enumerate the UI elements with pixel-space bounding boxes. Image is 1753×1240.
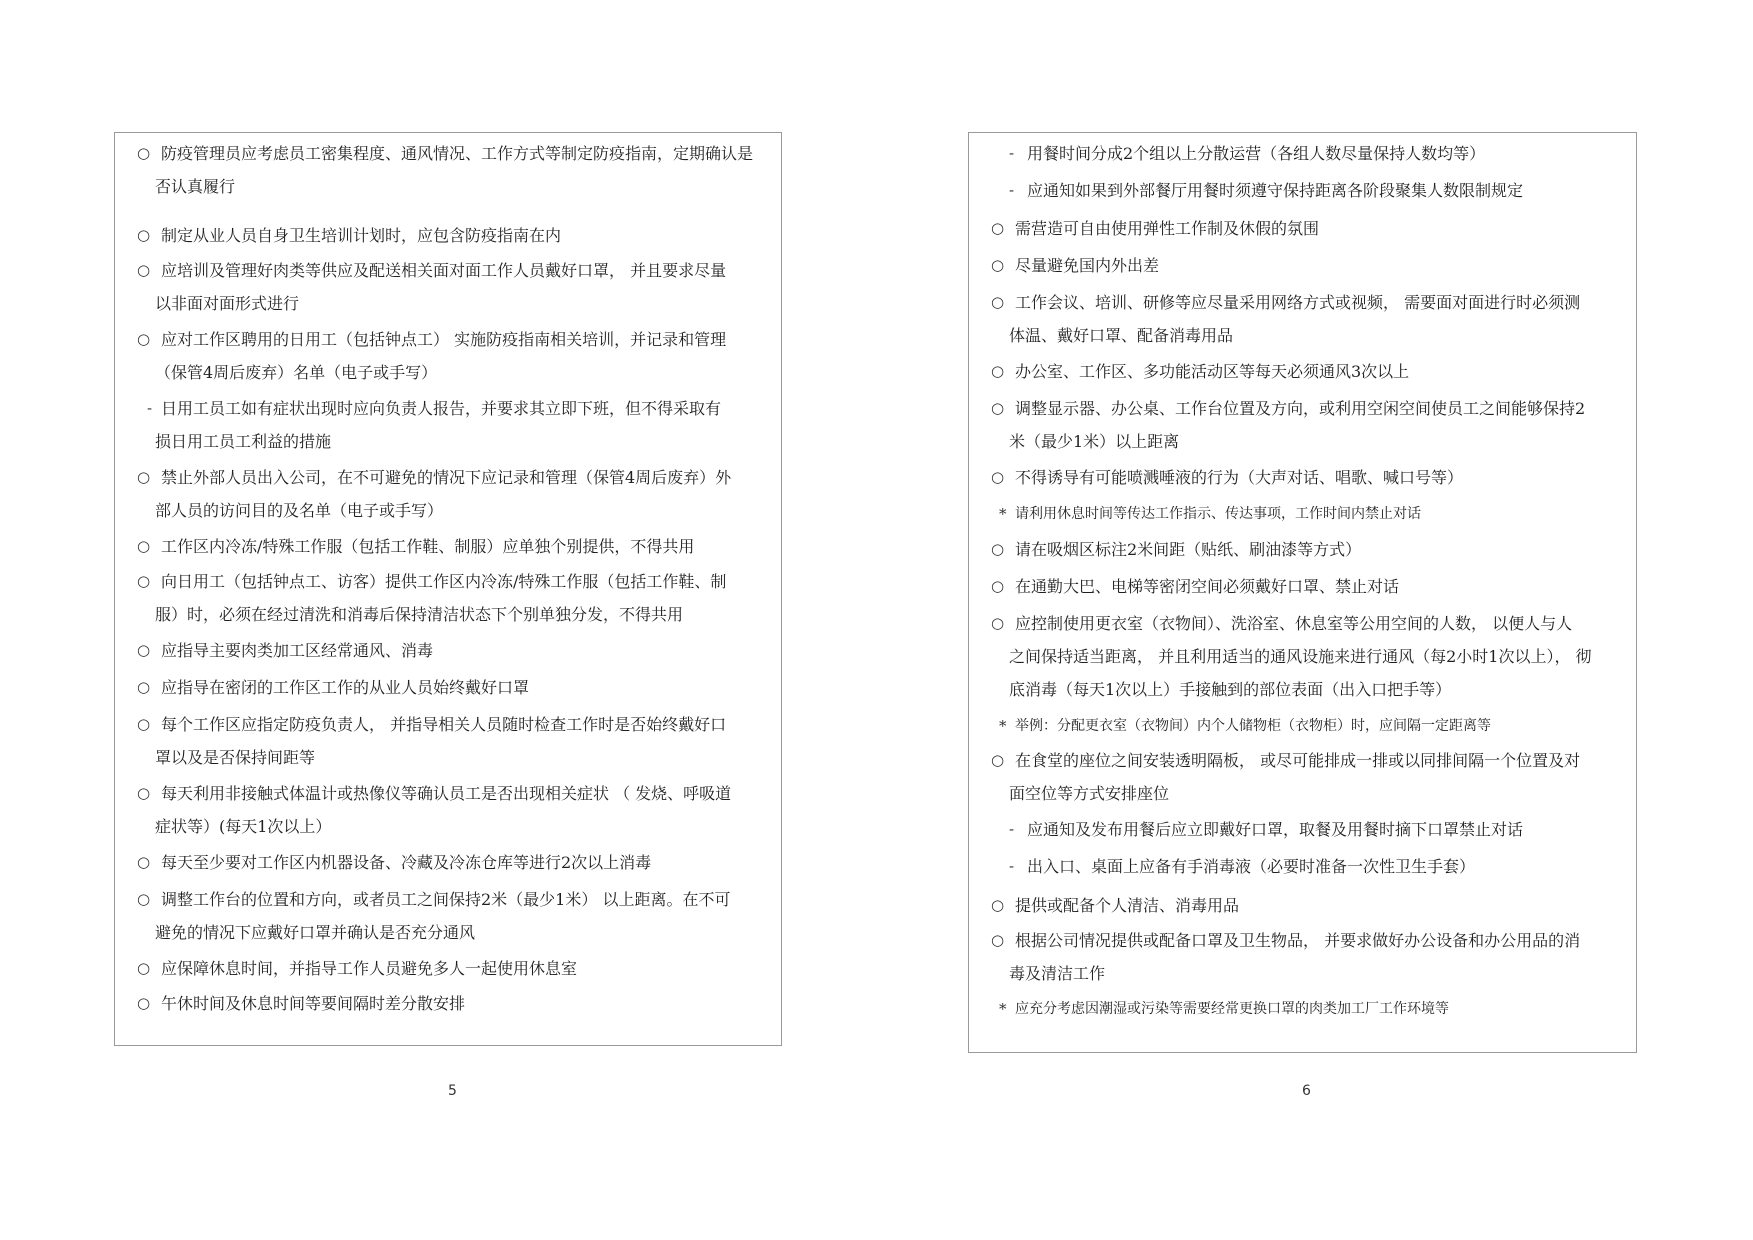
list-item [137,461,732,527]
list-item [137,634,434,667]
page-5-entries [115,133,781,1045]
list-item [1009,137,1486,170]
list-item [137,883,731,949]
circle-bullet-icon: ○ [137,678,151,696]
entry-text-line: 应保障休息时间，并指导工作人员避免多人一起使用休息室 [161,959,578,978]
entry-text-line: 部人员的访问目的及名单（电子或手写） [155,501,444,520]
list-item [1009,850,1476,883]
list-item [991,212,1320,245]
document-page-5 [114,132,782,1046]
circle-bullet-icon: ○ [991,362,1005,380]
document-page-6 [968,132,1637,1053]
list-item [991,286,1581,352]
circle-bullet-icon: ○ [137,959,151,977]
list-item [137,254,727,320]
entry-text-line: 向日用工（包括钟点工、访客）提供工作区内冷冻/特殊工作服（包括工作鞋、制 [161,572,727,591]
circle-bullet-icon: ○ [137,853,151,871]
entry-text-line: 症状等）(每天1次以上） [155,817,332,836]
circle-bullet-icon: ○ [991,293,1005,311]
circle-bullet-icon: ○ [137,641,151,659]
entry-text-line: 以非面对面形式进行 [155,294,300,313]
entry-text-line: 调整显示器、办公桌、工作台位置及方向，或利用空闲空间使员工之间能够保持2 [1015,399,1586,418]
list-item [137,987,466,1020]
dash-bullet-icon: - [147,399,153,417]
circle-bullet-icon: ○ [991,577,1005,595]
entry-text-line: 制定从业人员自身卫生培训计划时，应包含防疫指南在内 [161,226,562,245]
page-number: 6 [1302,1083,1311,1099]
entry-text-line: 每天利用非接触式体温计或热像仪等确认员工是否出现相关症状 （ 发烧、呼吸道 [161,784,732,803]
entry-text-line: 否认真履行 [155,177,236,196]
circle-bullet-icon: ○ [137,890,151,908]
entry-text-line: 应指导在密闭的工作区工作的从业人员始终戴好口罩 [161,678,530,697]
circle-bullet-icon: ○ [991,540,1005,558]
dash-bullet-icon: - [1009,820,1015,838]
list-item [137,137,754,203]
circle-bullet-icon: ○ [991,751,1005,769]
list-item [1009,174,1524,207]
entry-text-line: 应对工作区聘用的日用工（包括钟点工） 实施防疫指南相关培训，并记录和管理 [161,330,727,349]
circle-bullet-icon: ○ [137,468,151,486]
entry-text-line: 应通知及发布用餐后应立即戴好口罩，取餐及用餐时摘下口罩禁止对话 [1027,820,1524,839]
entry-text-line: 应培训及管理好肉类等供应及配送相关面对面工作人员戴好口罩， 并且要求尽量 [161,261,727,280]
list-item [137,565,727,631]
entry-text-line: 尽量避免国内外出差 [1015,256,1160,275]
entry-text-line: 体温、戴好口罩、配备消毒用品 [1009,326,1234,345]
list-item [137,530,695,563]
list-item [137,952,578,985]
entry-text-line: 面空位等方式安排座位 [1009,784,1170,803]
list-item [991,924,1581,990]
list-item [991,607,1592,706]
entry-text-line: 避免的情况下应戴好口罩并确认是否充分通风 [155,923,476,942]
list-item [137,323,727,389]
list-item [991,570,1400,603]
entry-text-line: 米（最少1米）以上距离 [1009,432,1180,451]
circle-bullet-icon: ○ [137,261,151,279]
list-item [991,744,1581,810]
circle-bullet-icon: ○ [137,330,151,348]
entry-text-line: （保管4周后废弃）名单（电子或手写） [155,363,438,382]
entry-text-line: 工作区内冷冻/特殊工作服（包括工作鞋、制服）应单独个别提供，不得共用 [161,537,695,556]
list-item [991,889,1240,922]
circle-bullet-icon: ○ [137,994,151,1012]
entry-text-line: 罩以及是否保持间距等 [155,748,316,767]
circle-bullet-icon: ○ [137,784,151,802]
page-6-entries [969,133,1636,1052]
circle-bullet-icon: ○ [991,399,1005,417]
entry-text-line: 禁止外部人员出入公司，在不可避免的情况下应记录和管理（保管4周后废弃）外 [161,468,732,487]
entry-text-line: 应指导主要肉类加工区经常通风、消毒 [161,641,434,660]
list-item [991,392,1586,458]
entry-text-line: 需营造可自由使用弹性工作制及休假的氛围 [1015,219,1320,238]
entry-text-line: 底消毒（每天1次以上）手接触到的部位表面（出入口把手等） [1009,680,1452,699]
circle-bullet-icon: ○ [137,144,151,162]
entry-text-line: 出入口、桌面上应备有手消毒液（必要时准备一次性卫生手套） [1027,857,1476,876]
list-item [137,846,652,879]
entry-text-line: 举例：分配更衣室（衣物间）内个人储物柜（衣物柜）时，应间隔一定距离等 [1015,718,1491,734]
circle-bullet-icon: ○ [991,468,1005,486]
asterisk-bullet-icon: * [999,717,1007,735]
asterisk-bullet-icon: * [999,1000,1007,1018]
entry-text-line: 工作会议、培训、研修等应尽量采用网络方式或视频， 需要面对面进行时必须测 [1015,293,1581,312]
entry-text-line: 毒及清洁工作 [1009,964,1106,983]
entry-text-line: 损日用工员工利益的措施 [155,432,332,451]
entry-text-line: 午休时间及休息时间等要间隔时差分散安排 [161,994,466,1013]
entry-text-line: 应充分考虑因潮湿或污染等需要经常更换口罩的肉类加工厂工作环境等 [1015,1001,1449,1017]
circle-bullet-icon: ○ [991,896,1005,914]
entry-text-line: 不得诱导有可能喷溅唾液的行为（大声对话、唱歌、喊口号等） [1015,468,1464,487]
list-item [137,219,562,252]
entry-text-line: 防疫管理员应考虑员工密集程度、通风情况、工作方式等制定防疫指南，定期确认是 [161,144,754,163]
dash-bullet-icon: - [1009,181,1015,199]
asterisk-bullet-icon: * [999,505,1007,523]
entry-text-line: 请在吸烟区标注2米间距（贴纸、刷油漆等方式） [1015,540,1362,559]
list-item [991,355,1410,388]
circle-bullet-icon: ○ [137,572,151,590]
list-item [1009,813,1524,846]
circle-bullet-icon: ○ [991,931,1005,949]
list-item [999,498,1421,531]
circle-bullet-icon: ○ [137,715,151,733]
list-item [137,671,530,704]
entry-text-line: 应控制使用更衣室（衣物间）、洗浴室、休息室等公用空间的人数， 以便人与人 [1015,614,1573,633]
entry-text-line: 请利用休息时间等传达工作指示、传达事项，工作时间内禁止对话 [1015,506,1421,522]
list-item [991,533,1362,566]
entry-text-line: 服）时，必须在经过清洗和消毒后保持清洁状态下个别单独分发，不得共用 [155,605,684,624]
circle-bullet-icon: ○ [991,219,1005,237]
list-item [999,710,1491,743]
entry-text-line: 办公室、工作区、多功能活动区等每天必须通风3次以上 [1015,362,1410,381]
list-item [999,993,1449,1026]
entry-text-line: 根据公司情况提供或配备口罩及卫生物品， 并要求做好办公设备和办公用品的消 [1015,931,1581,950]
page-number: 5 [448,1083,457,1099]
list-item [147,392,722,458]
list-item [137,708,727,774]
entry-text-line: 用餐时间分成2个组以上分散运营（各组人数尽量保持人数均等） [1027,144,1486,163]
entry-text-line: 日用工员工如有症状出现时应向负责人报告，并要求其立即下班，但不得采取有 [161,399,722,418]
entry-text-line: 每个工作区应指定防疫负责人， 并指导相关人员随时检查工作时是否始终戴好口 [161,715,727,734]
entry-text-line: 提供或配备个人清洁、消毒用品 [1015,896,1240,915]
list-item [137,777,732,843]
circle-bullet-icon: ○ [991,614,1005,632]
entry-text-line: 在食堂的座位之间安装透明隔板， 或尽可能排成一排或以同排间隔一个位置及对 [1015,751,1581,770]
entry-text-line: 在通勤大巴、电梯等密闭空间必须戴好口罩、禁止对话 [1015,577,1400,596]
dash-bullet-icon: - [1009,144,1015,162]
list-item [991,461,1464,494]
circle-bullet-icon: ○ [137,537,151,555]
entry-text-line: 应通知如果到外部餐厅用餐时须遵守保持距离各阶段聚集人数限制规定 [1027,181,1524,200]
dash-bullet-icon: - [1009,857,1015,875]
entry-text-line: 之间保持适当距离， 并且利用适当的通风设施来进行通风（每2小时1次以上）， 彻 [1009,647,1592,666]
circle-bullet-icon: ○ [991,256,1005,274]
list-item [991,249,1160,282]
entry-text-line: 调整工作台的位置和方向，或者员工之间保持2米（最少1米） 以上距离。在不可 [161,890,731,909]
entry-text-line: 每天至少要对工作区内机器设备、冷藏及冷冻仓库等进行2次以上消毒 [161,853,652,872]
circle-bullet-icon: ○ [137,226,151,244]
